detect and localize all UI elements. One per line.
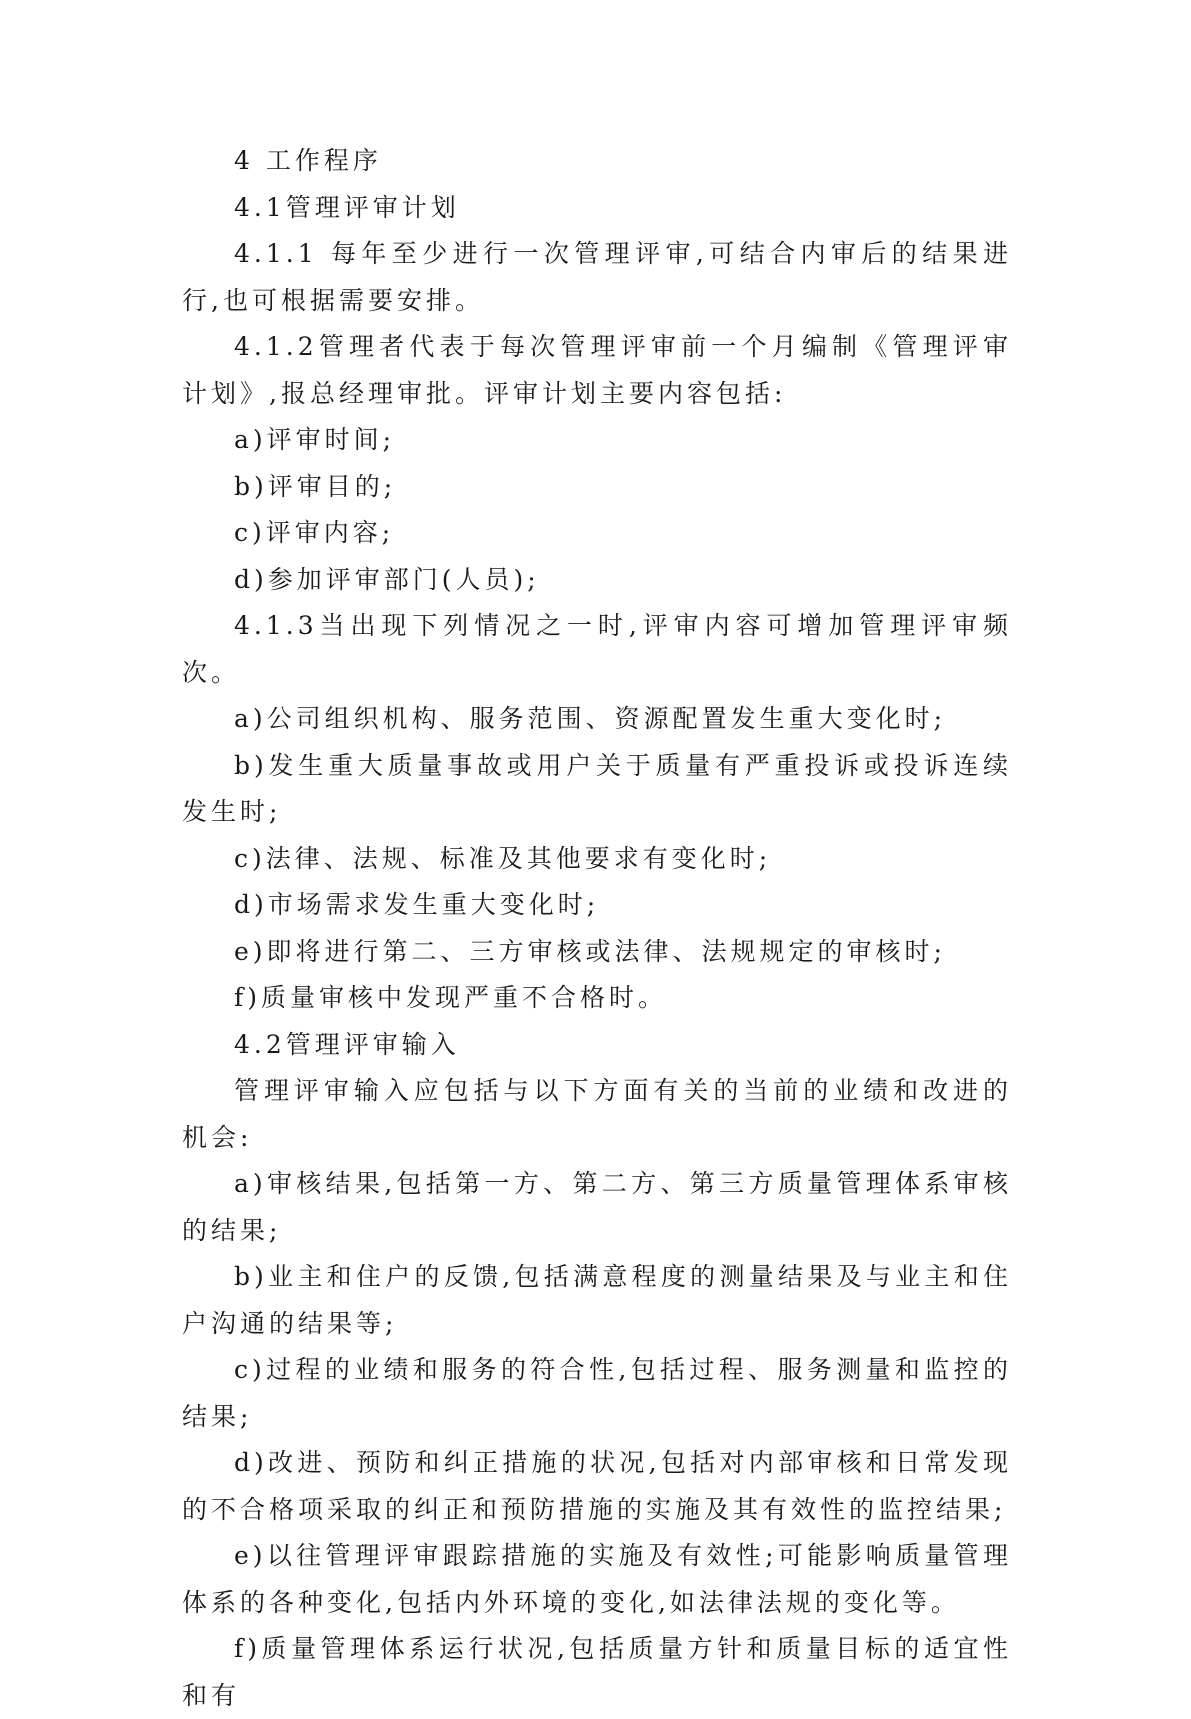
section-heading-4-1: 4.1管理评审计划 [234, 192, 460, 222]
list-item: e)即将进行第二、三方审核或法律、法规规定的审核时; [234, 936, 946, 966]
list-item: b)评审目的; [234, 471, 397, 501]
list-item: c)过程的业绩和服务的符合性,包括过程、服务测量和监控的结果; [182, 1355, 1012, 1431]
list-item: f)质量审核中发现严重不合格时。 [234, 983, 668, 1012]
list-item: a)评审时间; [234, 425, 396, 454]
list-item: f)质量管理体系运行状况,包括质量方针和质量目标的适宜性和有 [182, 1634, 1012, 1710]
list-item: d)参加评审部门(人员); [234, 564, 540, 594]
paragraph-4-1-2: 4.1.2管理者代表于每次管理评审前一个月编制《管理评审计划》,报总经理审批。评审计划主要内容包括: [182, 332, 1012, 408]
section-heading-4: 4 工作程序 [234, 146, 382, 175]
paragraph-4-1-1: 4.1.1 每年至少进行一次管理评审,可结合内审后的结果进行,也可根据需要安排。 [182, 239, 1012, 315]
section-heading-4-2: 4.2管理评审输入 [234, 1029, 460, 1059]
list-item: b)业主和住户的反馈,包括满意程度的测量结果及与业主和住户沟通的结果等; [182, 1262, 1012, 1338]
list-item: d)市场需求发生重大变化时; [234, 890, 600, 919]
list-item: c)法律、法规、标准及其他要求有变化时; [234, 843, 772, 873]
list-item: d)改进、预防和纠正措施的状况,包括对内部审核和日常发现的不合格项采取的纠正和预防措施的实施及其有效性的监控结果; [182, 1448, 1012, 1524]
list-item: a)审核结果,包括第一方、第二方、第三方质量管理体系审核的结果; [182, 1169, 1012, 1245]
paragraph-4-1-3: 4.1.3当出现下列情况之一时,评审内容可增加管理评审频次。 [182, 611, 1012, 687]
list-item: a)公司组织机构、服务范围、资源配置发生重大变化时; [234, 704, 947, 733]
document-body [182, 138, 1012, 1719]
list-item: b)发生重大质量事故或用户关于质量有严重投诉或投诉连续发生时; [182, 750, 1012, 826]
paragraph-intro: 管理评审输入应包括与以下方面有关的当前的业绩和改进的机会: [182, 1076, 1012, 1152]
list-item: c)评审内容; [234, 518, 395, 547]
list-item: e)以往管理评审跟踪措施的实施及有效性;可能影响质量管理体系的各种变化,包括内外环境的变化,如法律法规的变化等。 [182, 1541, 1012, 1617]
